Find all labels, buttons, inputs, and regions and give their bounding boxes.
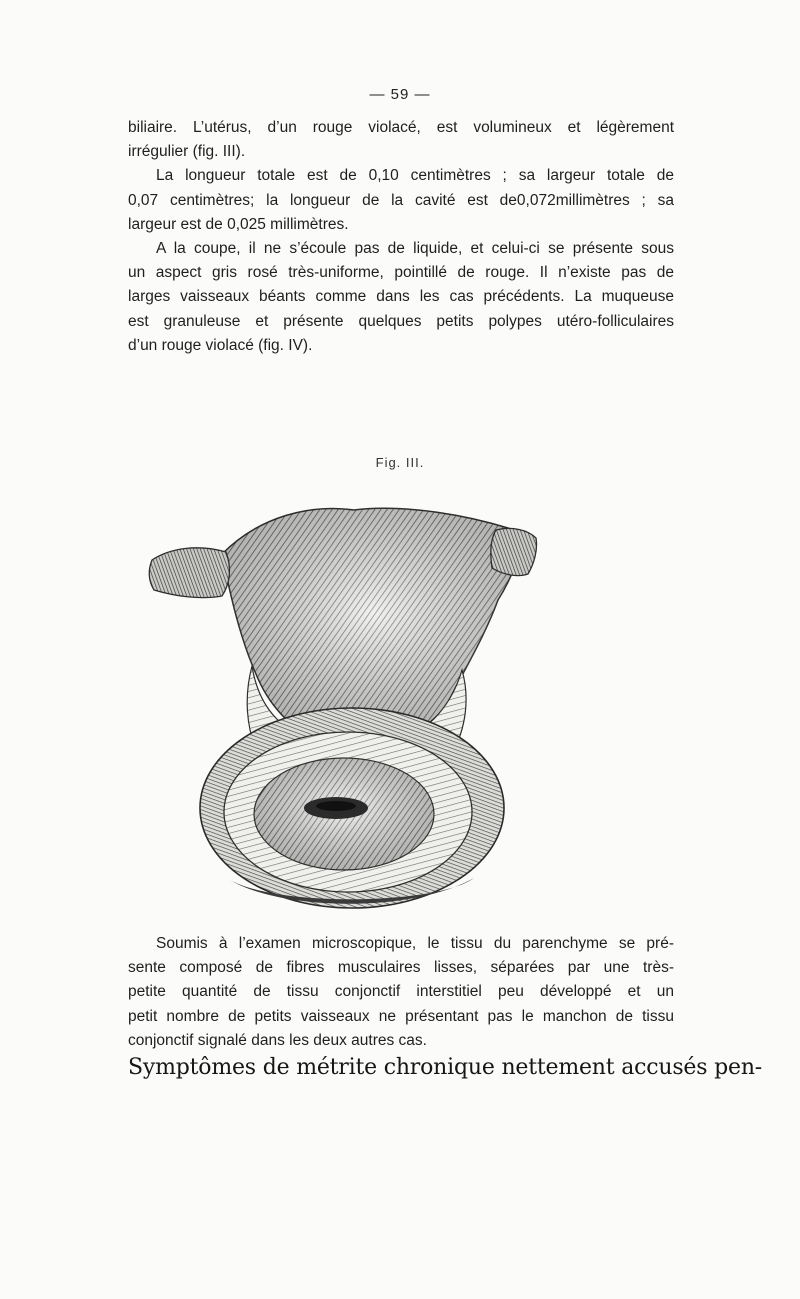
section-heading: Symptômes de métrite chronique nettement accusés pen- <box>128 1055 763 1080</box>
page-number: — 59 — <box>369 86 431 103</box>
text-line: La longueur totale est de 0,10 centimètres ; sa largeur totale de <box>156 167 674 185</box>
text-line: un aspect gris rosé très-uniforme, pointillé de rouge. Il n’existe pas de <box>128 264 674 282</box>
uterus-engraving-figure <box>140 478 580 918</box>
text-line: est granuleuse et présente quelques petits polypes utéro-folliculaires <box>128 312 674 330</box>
text-line: Soumis à l’examen microscopique, le tissu du parenchyme se pré- <box>156 935 674 952</box>
text-line: biliaire. L’utérus, d’un rouge violacé, est volumineux et légèrement <box>128 119 674 136</box>
text-line: largeur est de 0,025 millimètres. <box>128 215 349 233</box>
figure-caption: Fig. III. <box>375 455 425 470</box>
text-line: petite quantité de tissu conjonctif interstitiel peu développé et un <box>128 983 674 1001</box>
uterus-engraving-icon <box>140 478 580 918</box>
text-line: irrégulier (fig. III). <box>128 143 246 161</box>
text-line: larges vaisseaux béants comme dans les cas précédents. La muqueuse <box>128 288 674 306</box>
paragraph-uterus-description <box>128 116 674 358</box>
text-line: sente composé de fibres musculaires lisses, séparées par une très- <box>128 959 674 977</box>
paragraph-microscopic-exam <box>128 932 674 1053</box>
text-line: petit nombre de petits vaisseaux ne présentant pas le manchon de tissu <box>128 1007 674 1025</box>
text-line: conjonctif signalé dans les deux autres cas. <box>128 1031 427 1049</box>
text-line: 0,07 centimètres; la longueur de la cavité est de0,072millimètres ; sa <box>128 191 674 209</box>
text-line: d’un rouge violacé (fig. IV). <box>128 336 313 354</box>
text-line: A la coupe, il ne s’écoule pas de liquide, et celui-ci se présente sous <box>156 240 674 258</box>
